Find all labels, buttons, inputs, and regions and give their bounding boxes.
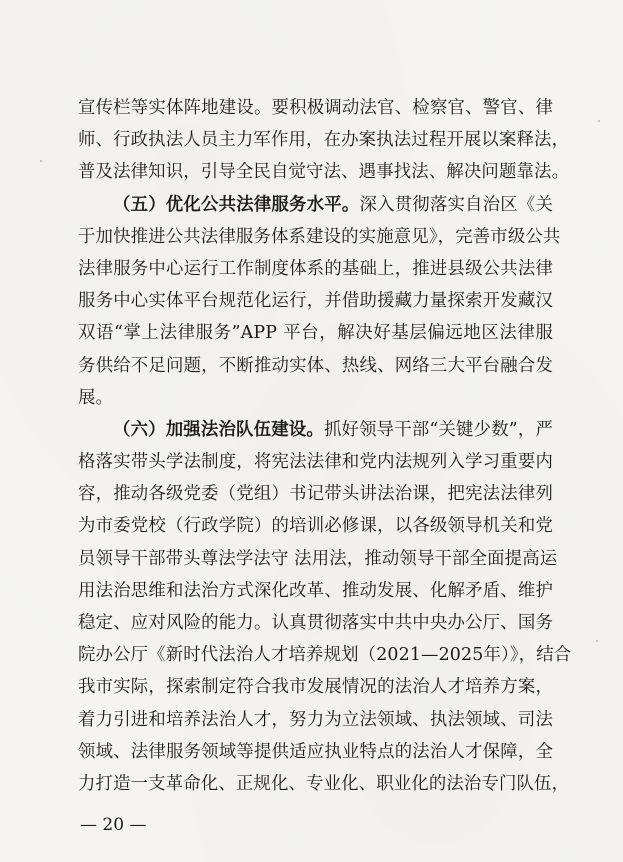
line-text: 普及法律知识，引导全民自觉守法、遇事找法、解决问题靠法。 <box>78 162 570 183</box>
line-text: 稳定、应对风险的能力。认真贯彻落实中共中央办公厅、国务 <box>78 613 553 633</box>
paragraph-line <box>78 639 572 671</box>
paragraph-line <box>78 285 553 317</box>
paragraph-line <box>78 543 558 575</box>
line-text: 宣传栏等实体阵地建设。要积极调动法官、检察官、警官、律 <box>78 98 553 118</box>
line-text: 用法治思维和法治方式深化改革、推动发展、化解矛盾、维护 <box>78 580 553 601</box>
line-text: 领域、法律服务领域等提供适应执业特点的法治人才保障，全 <box>78 741 553 762</box>
paragraph-line <box>78 317 553 349</box>
line-text: 于加快推进公共法律服务体系建设的实施意见》，完善市级公共 <box>78 226 561 247</box>
section-heading-line <box>78 414 553 446</box>
paragraph-line <box>78 704 553 736</box>
paragraph-line <box>78 478 553 510</box>
line-text: 深入贯彻落实自治区《关 <box>359 194 553 215</box>
paragraph-line <box>78 575 553 607</box>
paragraph-line <box>78 382 553 414</box>
line-text: 师、行政执法人员主力军作用，在办案执法过程开展以案释法， <box>78 130 570 151</box>
line-text: 务供给不足问题，不断推动实体、热线、网络三大平台融合发 <box>78 355 553 376</box>
paragraph-line <box>78 350 553 382</box>
paragraph-line <box>78 736 553 768</box>
line-text: 展。 <box>78 387 114 408</box>
section-heading: （五）优化公共法律服务水平。 <box>113 194 360 215</box>
line-text: 员领导干部带头尊法学法守 法用法，推动领导干部全面提高运 <box>78 548 558 569</box>
section-heading-line <box>78 189 553 221</box>
line-text: 容，推动各级党委（党组）书记带头讲法治课，把宪法法律列 <box>78 484 553 505</box>
page-number: — 20 — <box>80 815 147 835</box>
line-text: 法律服务中心运行工作制度体系的基础上，推进县级公共法律 <box>78 258 553 279</box>
line-text: 着力引进和培养法治人才，努力为立法领域、执法领域、司法 <box>78 709 553 730</box>
line-text: 院办公厅《新时代法治人才培养规划（2021—2025年）》，结合 <box>78 645 572 666</box>
paragraph-line <box>78 671 553 703</box>
paragraph-line <box>78 607 553 639</box>
line-text: 格落实带头学法制度，将宪法法律和党内法规列入学习重要内 <box>78 452 553 473</box>
line-text: 服务中心实体平台规范化运行，并借助援藏力量探索开发藏汉 <box>78 291 553 312</box>
scan-speck <box>40 160 42 162</box>
line-text: 双语“掌上法律服务”APP 平台，解决好基层偏远地区法律服 <box>78 323 553 344</box>
section-heading: （六）加强法治队伍建设。 <box>113 419 324 440</box>
scan-speck <box>596 640 598 642</box>
paragraph-line <box>78 253 553 285</box>
line-text: 我市实际，探索制定符合我市发展情况的法治人才培养方案， <box>78 677 553 698</box>
paragraph-line <box>78 768 570 800</box>
paragraph-line <box>78 446 553 478</box>
paragraph-line <box>78 92 553 124</box>
document-body <box>78 92 572 800</box>
line-text: 为市委党校（行政学院）的培训必修课，以各级领导机关和党 <box>78 516 553 537</box>
line-text: 力打造一支革命化、正规化、专业化、职业化的法治专门队伍， <box>78 773 570 794</box>
scan-speck <box>598 120 600 122</box>
paragraph-line <box>78 124 570 156</box>
paragraph-line <box>78 221 561 253</box>
paragraph-line <box>78 510 553 542</box>
paragraph-line <box>78 156 570 188</box>
line-text: 抓好领导干部“关键少数”，严 <box>323 419 553 440</box>
